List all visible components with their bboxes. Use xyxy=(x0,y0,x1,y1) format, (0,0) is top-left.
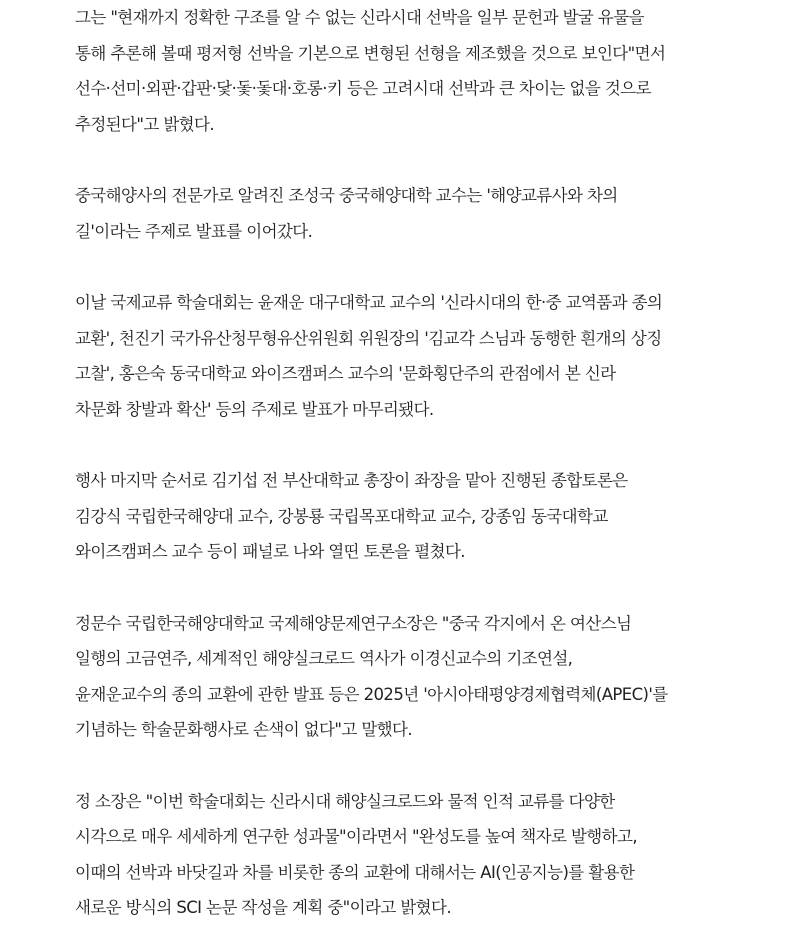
text-line: 그는 "현재까지 정확한 구조를 알 수 없는 신라시대 선박을 일부 문헌과 발굴 유물을 xyxy=(75,8,644,27)
text-line: 추정된다"고 밝혔다. xyxy=(75,114,214,134)
text-line: 선수·선미·외판·갑판·닻·돛·돛대·호롱·키 등은 고려시대 선박과 큰 차이는 없을 것으로 xyxy=(75,79,651,98)
paragraph-director-quote xyxy=(75,606,775,748)
text-line: 정문수 국립한국해양대학교 국제해양문제연구소장은 "중국 각지에서 온 여산스님 xyxy=(75,613,632,633)
text-line: 교환', 천진기 국가유산청무형유산위원회 위원장의 '김교각 스님과 동행한 흰개의 상징 xyxy=(75,328,662,348)
text-line: 윤재운교수의 종의 교환에 관한 발표 등은 2025년 '아시아태평양경제협력체(APEC)'를 xyxy=(75,684,668,704)
paragraph-ship-structure xyxy=(75,0,775,142)
text-line: 와이즈캠퍼스 교수 등이 패널로 나와 열띤 토론을 펼쳤다. xyxy=(75,542,465,561)
paragraph-spacer xyxy=(75,249,775,285)
text-line: 시각으로 매우 세세하게 연구한 성과물"이라면서 "완성도를 높여 책자로 발행하고, xyxy=(75,827,637,846)
text-line: 길'이라는 주제로 발표를 이어갔다. xyxy=(75,221,313,241)
text-line: 차문화 창발과 확산' 등의 주제로 발표가 마무리됐다. xyxy=(75,399,434,419)
article-body xyxy=(75,0,775,926)
text-line: 중국해양사의 전문가로 알려진 조성국 중국해양대학 교수는 '해양교류사와 차의 xyxy=(75,186,618,205)
paragraph-panel-discussion xyxy=(75,463,775,570)
paragraph-presentations xyxy=(75,285,775,427)
paragraph-spacer xyxy=(75,427,775,463)
paragraph-spacer xyxy=(75,748,775,784)
text-line: 일행의 고금연주, 세계적인 해양실크로드 역사가 이경신교수의 기조연설, xyxy=(75,649,573,668)
text-line: 이날 국제교류 학술대회는 윤재운 대구대학교 교수의 '신라시대의 한·중 교역품과 종의 xyxy=(75,293,663,312)
text-line: 기념하는 학술문화행사로 손색이 없다"고 말했다. xyxy=(75,720,412,739)
text-line: 통해 추론해 볼때 평저형 선박을 기본으로 변형된 선형을 제조했을 것으로 보인다"면서 xyxy=(75,43,666,63)
paragraph-future-plans xyxy=(75,784,775,926)
text-line: 김강식 국립한국해양대 교수, 강봉룡 국립목포대학교 교수, 강종임 동국대학교 xyxy=(75,506,608,526)
paragraph-spacer xyxy=(75,570,775,606)
text-line: 행사 마지막 순서로 김기섭 전 부산대학교 총장이 좌장을 맡아 진행된 종합토론은 xyxy=(75,471,628,490)
paragraph-spacer xyxy=(75,142,775,178)
text-line: 새로운 방식의 SCI 논문 작성을 계획 중"이라고 밝혔다. xyxy=(75,898,451,917)
text-line: 정 소장은 "이번 학술대회는 신라시대 해양실크로드와 물적 인적 교류를 다양한 xyxy=(75,791,615,811)
text-line: 고찰', 홍은숙 동국대학교 와이즈캠퍼스 교수의 '문화횡단주의 관점에서 본 신라 xyxy=(75,364,616,383)
text-line: 이때의 선박과 바닷길과 차를 비롯한 종의 교환에 대해서는 AI(인공지능)를 활용한 xyxy=(75,862,635,882)
paragraph-tea-road xyxy=(75,178,775,249)
